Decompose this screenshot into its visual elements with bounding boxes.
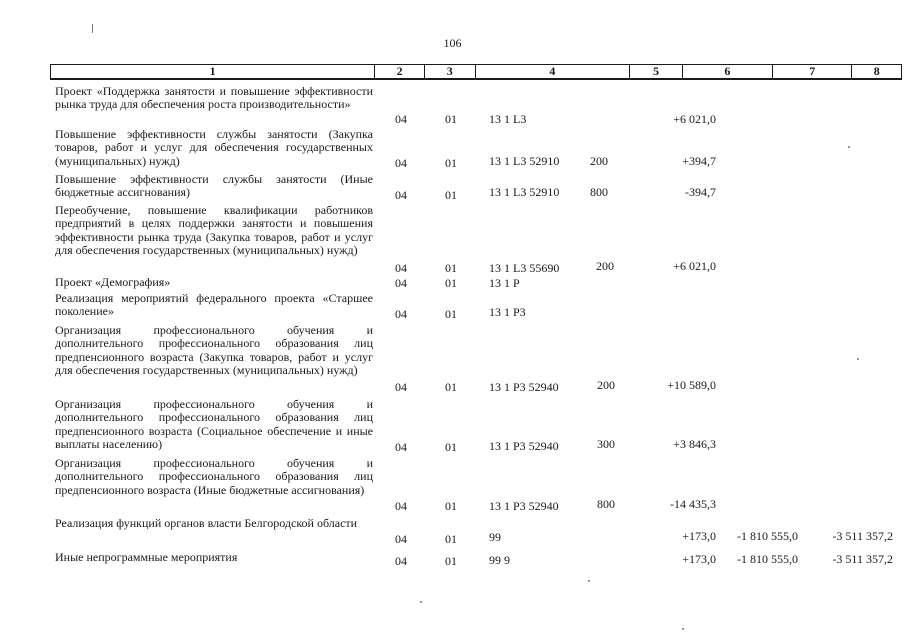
row-col-2: 04 [395,276,407,290]
row-col-6: +6 021,0 [673,259,716,273]
scan-speck [92,24,93,33]
header-col-7: 7 [773,65,852,78]
row-col-2: 04 [395,532,407,546]
row-col-4: 13 1 P3 52940 [489,380,559,394]
row-col-2: 04 [395,554,407,568]
row-col-4: 13 1 P [489,276,520,290]
header-col-5: 5 [630,65,683,78]
row-col-3: 01 [445,276,457,290]
row-col-3: 01 [445,440,457,454]
header-col-2: 2 [375,65,425,78]
row-description: Переобучение, повышение квалификации работников предприятий в целях поддержки занятости и повышения эффективности рынка труда (Закупка товаров, работ и услуг для обеспечения государственных (муниципальных) нужд) [55,203,373,258]
row-col-2: 04 [395,261,407,275]
header-col-1: 1 [51,65,375,78]
scan-speck [848,146,850,148]
row-col-2: 04 [395,112,407,126]
row-description: Повышение эффективности службы занятости (Закупка товаров, работ и услуг для обеспечения государственных (муниципальных) нужд) [55,127,373,168]
table-header [50,64,902,80]
row-col-5: 300 [597,437,615,451]
row-col-2: 04 [395,188,407,202]
row-col-6: -14 435,3 [670,497,716,511]
row-col-6: +3 846,3 [673,437,716,451]
header-col-6: 6 [683,65,773,78]
row-col-3: 01 [445,188,457,202]
row-col-4: 13 1 P3 52940 [489,499,559,513]
row-description: Реализация мероприятий федерального проекта «Старшее поколение» [55,291,373,319]
row-col-4: 13 1 L3 52910 [489,154,560,168]
row-col-4: 99 9 [489,553,510,567]
row-col-5: 800 [590,185,608,199]
row-description: Организация профессионального обучения и дополнительного профессионального образования лиц предпенсионного возраста (Закупка товаров, работ и услуг для обеспечения государственных (муниципальных) нужд) [55,323,373,378]
row-col-6: -394,7 [685,185,716,199]
row-col-4: 13 1 L3 55690 [489,261,560,275]
row-col-5: 200 [590,154,608,168]
row-col-8: -3 511 357,2 [832,529,893,543]
row-col-3: 01 [445,261,457,275]
row-col-3: 01 [445,380,457,394]
header-col-8: 8 [873,64,880,78]
row-col-8: -3 511 357,2 [832,552,893,566]
row-col-2: 04 [395,156,407,170]
row-col-3: 01 [445,112,457,126]
row-description: Иные непрограммные мероприятия [55,550,238,564]
row-col-4: 13 1 L3 [489,112,527,126]
scan-speck [682,628,684,630]
row-col-6: +10 589,0 [667,378,716,392]
row-col-3: 01 [445,554,457,568]
row-col-4: 99 [489,530,501,544]
header-col-4: 4 [476,65,631,78]
row-col-2: 04 [395,499,407,513]
row-description: Проект «Поддержка занятости и повышение эффективности рынка труда для обеспечения роста производительности» [55,84,373,112]
row-col-5: 800 [597,497,615,511]
row-description: Повышение эффективности службы занятости (Иные бюджетные ассигнования) [55,172,373,200]
page-number: 106 [443,36,462,50]
row-description: Организация профессионального обучения и дополнительного профессионального образования лиц предпенсионного возраста (Социальное обеспечение и иные выплаты населению) [55,397,373,452]
row-description: Проект «Демография» [55,275,171,289]
row-col-5: 200 [597,378,615,392]
row-col-7: -1 810 555,0 [737,552,798,566]
row-col-6: +173,0 [682,529,716,543]
row-description: Организация профессионального обучения и дополнительного профессионального образования лиц предпенсионного возраста (Иные бюджетные ассигнования) [55,456,373,497]
row-col-3: 01 [445,156,457,170]
row-col-6: +6 021,0 [673,112,716,126]
row-col-2: 04 [395,307,407,321]
row-col-2: 04 [395,380,407,394]
scan-speck [420,601,422,603]
row-col-6: +173,0 [682,552,716,566]
header-col-3: 3 [425,65,476,78]
row-col-3: 01 [445,532,457,546]
row-col-3: 01 [445,499,457,513]
row-col-6: +394,7 [682,154,716,168]
row-col-5: 200 [596,259,614,273]
row-col-7: -1 810 555,0 [737,529,798,543]
row-col-2: 04 [395,440,407,454]
row-col-4: 13 1 P3 [489,305,526,319]
scan-speck [857,358,859,360]
row-col-3: 01 [445,307,457,321]
scan-speck [588,580,590,582]
row-description: Реализация функций органов власти Белгородской области [55,516,358,530]
row-col-4: 13 1 P3 52940 [489,439,559,453]
row-col-4: 13 1 L3 52910 [489,185,560,199]
